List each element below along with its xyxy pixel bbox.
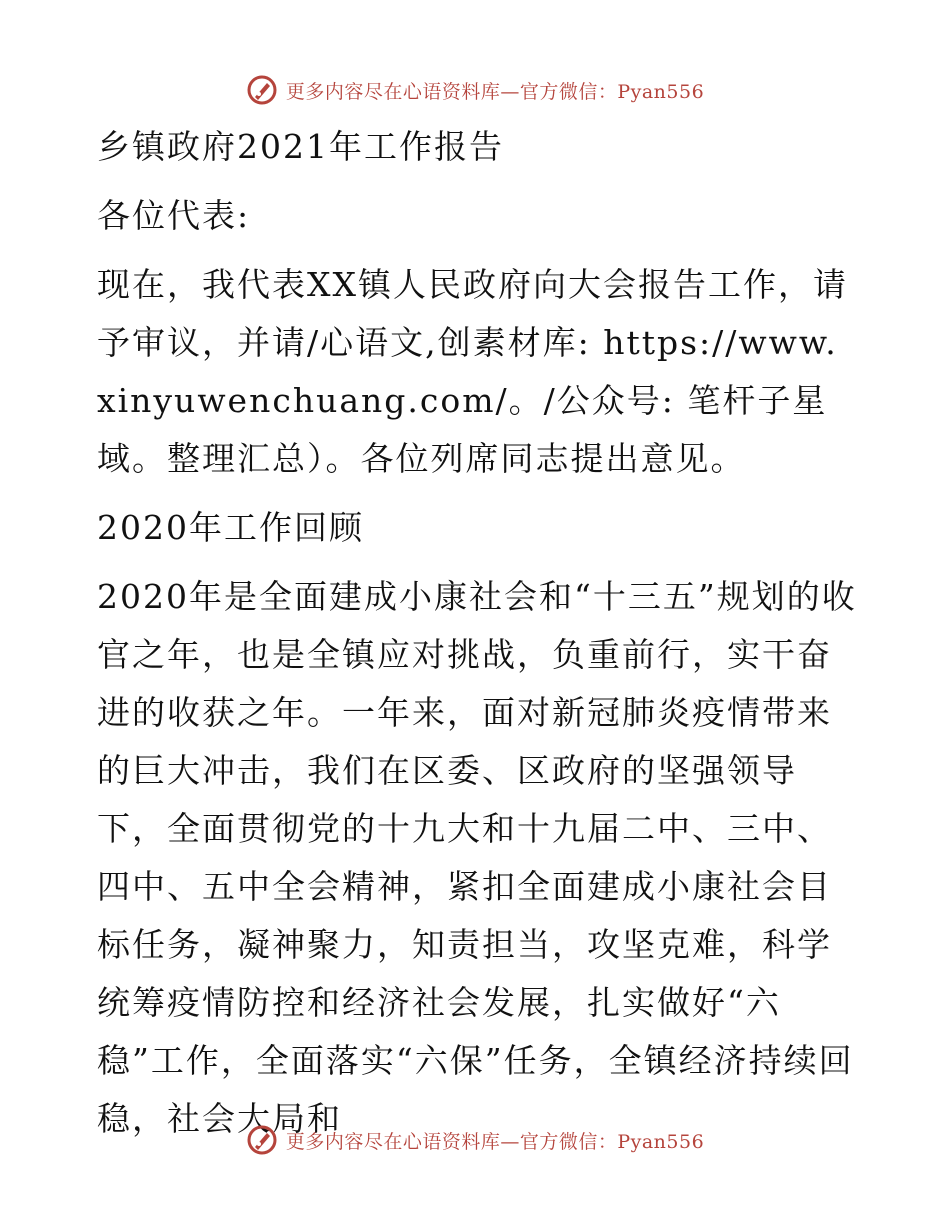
header-banner-text: 更多内容尽在心语资料库—官方微信：Pyan556 [285,80,705,103]
header-banner [0,70,950,110]
salutation: 各位代表: [97,196,251,235]
footer-banner [0,1120,950,1160]
document-title: 乡镇政府2021年工作报告 [97,127,504,166]
pen-nib-icon [246,74,278,106]
paragraph: 现在，我代表XX镇人民政府向大会报告工作，请予审议，并请/心语文,创素材库: https://www.xinyuwenchuang.com/。/公众号: 笔杆子星域。整理汇总）。各位列席同志提出意见。 [97,265,848,478]
footer-banner-text: 更多内容尽在心语资料库—官方微信：Pyan556 [285,1130,705,1153]
pen-nib-icon [246,1124,278,1156]
paragraph: 2020年是全面建成小康社会和“十三五”规划的收官之年，也是全镇应对挑战，负重前行，实干奋进的收获之年。一年来，面对新冠肺炎疫情带来的巨大冲击，我们在区委、区政府的坚强领导下，全面贯彻党的十九大和十九届二中、三中、四中、五中全会精神，紧扣全面建成小康社会目标任务，凝神聚力，知责担当，攻坚克难，科学统筹疫情防控和经济社会发展，扎实做好“六稳”工作，全面落实“六保”任务，全镇经济持续回稳，社会大局和 [97,577,857,1138]
document-body [97,118,857,1159]
section-heading: 2020年工作回顾 [97,508,364,547]
